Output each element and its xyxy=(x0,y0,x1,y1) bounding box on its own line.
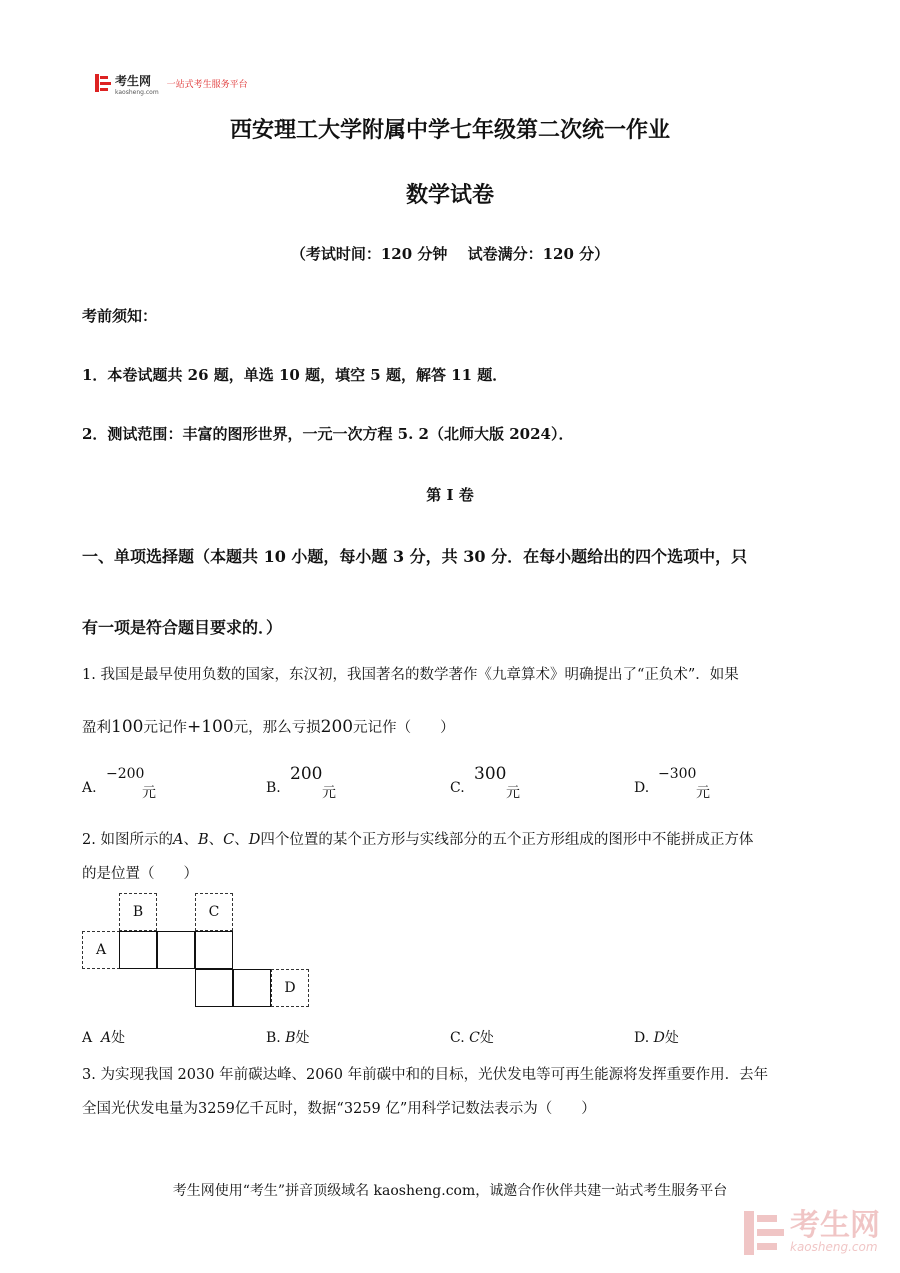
q2-sep: 、 xyxy=(208,832,224,848)
q1-text: 元，那么亏损 xyxy=(233,720,321,736)
net-square xyxy=(195,969,233,1007)
page-footer: 考生网使用“考生”拼音顶级域名 kaosheng.com，诚邀合作伙伴共建一站式考生服务平台 xyxy=(172,1183,728,1199)
q1-option-d[interactable] xyxy=(634,766,814,802)
q2-var: B xyxy=(197,832,209,848)
brand-domain: kaosheng.com xyxy=(115,89,159,96)
brand-logo[interactable] xyxy=(95,72,248,94)
option-label: C. xyxy=(450,1030,465,1046)
net-square xyxy=(195,931,233,969)
option-label: B. xyxy=(266,1030,281,1046)
notes-item-2: 2．测试范围：丰富的图形世界，一元一次方程 5. 2（北师大版 2024）． xyxy=(82,425,574,443)
option-label: A. xyxy=(82,780,97,796)
q1-option-c[interactable] xyxy=(450,766,630,802)
option-value: 300 xyxy=(474,764,507,784)
position-a-square: A xyxy=(82,931,120,969)
brand-name: 考生网 xyxy=(115,74,152,88)
watermark-domain: kaosheng.com xyxy=(790,1240,878,1254)
q2-option-d[interactable] xyxy=(634,1027,679,1047)
q1-text: 元记作 xyxy=(143,720,187,736)
option-value: −200 xyxy=(106,766,145,782)
q2-text: 四个位置的某个正方形与实线部分的五个正方形组成的图形中不能拼成正方体 xyxy=(260,832,754,848)
option-value: −300 xyxy=(658,766,697,782)
net-square xyxy=(119,931,157,969)
q3-number: 3259 xyxy=(198,1101,235,1117)
q2-option-b[interactable] xyxy=(266,1027,310,1047)
option-label: D. xyxy=(634,1030,650,1046)
q2-sep: 、 xyxy=(234,832,249,848)
q1-number: 100 xyxy=(111,717,144,737)
option-label: D. xyxy=(634,780,650,796)
notes-heading: 考前须知： xyxy=(82,307,158,325)
exam-info: （考试时间：120 分钟 试卷满分：120 分） xyxy=(290,245,610,263)
q2-text: 2. 如图所示的 xyxy=(82,832,173,848)
q1-text-line1: 1. 我国是最早使用负数的国家，东汉初，我国著名的数学著作《九章算术》明确提出了“正负术”．如果 xyxy=(82,667,739,683)
q1-text-line2 xyxy=(82,716,455,737)
brand-slogan: 一站式考生服务平台 xyxy=(166,79,248,90)
q1-number: +100 xyxy=(186,717,234,737)
option-var: B xyxy=(285,1030,296,1046)
option-suffix: 处 xyxy=(479,1030,494,1046)
q1-text: 盈利 xyxy=(82,720,111,736)
option-suffix: 处 xyxy=(111,1030,126,1046)
q2-sep: 、 xyxy=(183,832,198,848)
q3-text: 亿千瓦时，数据“3259 亿”用科学记数法表示为（ ） xyxy=(234,1101,596,1117)
position-d-square: D xyxy=(271,969,309,1007)
q3-text: 全国光伏发电量为 xyxy=(82,1101,198,1117)
q1-option-b[interactable] xyxy=(266,766,446,802)
option-var: C xyxy=(469,1030,480,1046)
q2-text-line1 xyxy=(82,828,753,849)
option-suffix: 处 xyxy=(664,1030,679,1046)
option-unit: 元 xyxy=(506,785,520,801)
net-square xyxy=(233,969,271,1007)
brand-watermark xyxy=(744,1208,880,1255)
q1-number: 200 xyxy=(320,717,354,737)
q2-var: D xyxy=(248,832,261,848)
net-square xyxy=(157,931,195,969)
section1-heading-line1: 一、单项选择题（本题共 10 小题，每小题 3 分，共 30 分．在每小题给出的四个选项中，只 xyxy=(82,547,748,566)
position-c-square: C xyxy=(195,893,233,931)
option-value: 200 xyxy=(290,764,323,784)
q2-text-line2: 的是位置（ ） xyxy=(82,866,198,882)
notes-item-1: 1．本卷试题共 26 题，单选 10 题，填空 5 题，解答 11 题． xyxy=(82,366,508,384)
option-unit: 元 xyxy=(322,785,336,801)
q3-text-line1: 3. 为实现我国 2030 年前碳达峰、2060 年前碳中和的目标，光伏发电等可再生能源将发挥重要作用．去年 xyxy=(82,1067,769,1083)
option-label: B. xyxy=(266,780,281,796)
cube-net-figure xyxy=(82,893,312,1009)
q1-option-a[interactable] xyxy=(82,766,262,802)
option-unit: 元 xyxy=(696,785,710,801)
exam-title: 西安理工大学附属中学七年级第二次统一作业 xyxy=(229,117,670,143)
option-var: A xyxy=(101,1030,112,1046)
q2-option-c[interactable] xyxy=(450,1027,494,1047)
option-label: C. xyxy=(450,780,465,796)
option-unit: 元 xyxy=(142,785,156,801)
option-label: A xyxy=(82,1030,93,1046)
position-b-square: B xyxy=(119,893,157,931)
q2-var: A xyxy=(172,832,184,848)
q1-text: 元记作（ ） xyxy=(353,720,455,736)
watermark-name: 考生网 xyxy=(790,1208,880,1243)
q3-text-line2 xyxy=(82,1097,596,1118)
kaosheng-watermark-icon xyxy=(744,1211,784,1255)
q2-var: C xyxy=(223,832,235,848)
volume-heading: 第 I 卷 xyxy=(426,486,474,504)
option-var: D xyxy=(653,1030,665,1046)
q2-option-a[interactable] xyxy=(82,1027,125,1047)
option-suffix: 处 xyxy=(295,1030,310,1046)
kaosheng-logo-icon xyxy=(95,74,111,92)
exam-subtitle: 数学试卷 xyxy=(405,182,494,208)
section1-heading-line2: 有一项是符合题目要求的．） xyxy=(82,618,283,637)
